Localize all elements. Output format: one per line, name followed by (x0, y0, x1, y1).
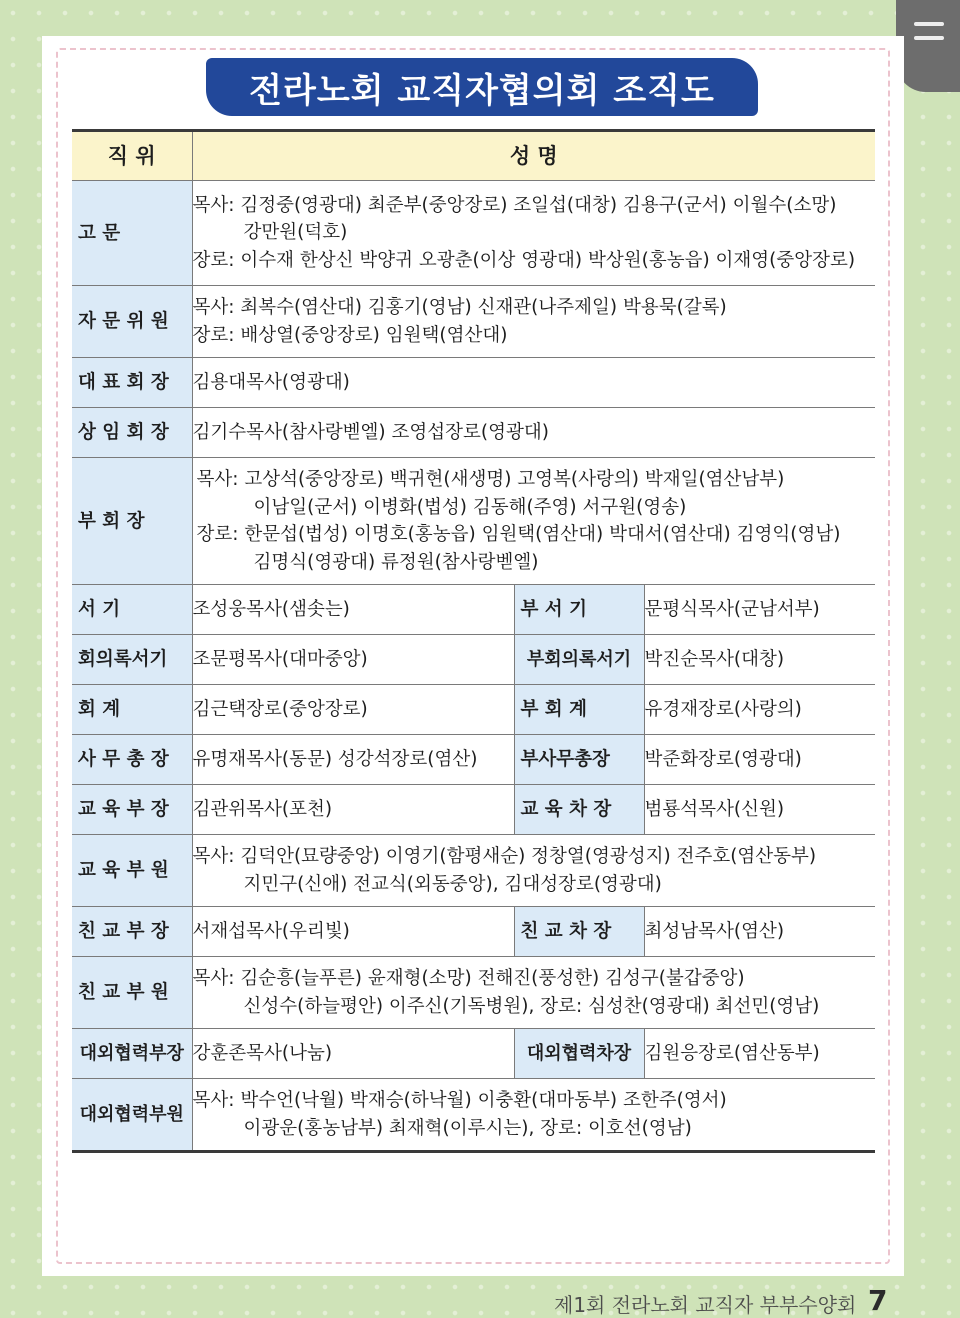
table-row (72, 957, 875, 1029)
names-value: 김원응장로(염산동부) (644, 1029, 875, 1079)
table-row (72, 907, 875, 957)
title-banner (206, 58, 758, 116)
position-label: 교 육 부 원 (78, 860, 169, 881)
table-row (72, 785, 875, 835)
names-value: 조문평목사(대마중앙) (192, 635, 514, 685)
table-row (72, 1079, 875, 1152)
names-value: 강훈존목사(나눔) (192, 1029, 514, 1079)
position-label: 대외협력부원 (79, 1104, 184, 1125)
names-value: 박진순목사(대창) (644, 635, 875, 685)
position-label: 대외협력차장 (526, 1043, 632, 1064)
menu-icon-line (914, 36, 944, 40)
table-row (72, 358, 875, 408)
position-label: 친 교 부 원 (78, 982, 169, 1003)
names-line: 목사: 김정중(영광대) 최준부(중앙장로) 조일섭(대창) 김용구(군서) 이월수(소망) (192, 194, 837, 216)
names-line: 장로: 한문섭(법성) 이명호(홍농읍) 임원택(염산대) 박대서(염산대) 김영익(영남) (196, 524, 841, 545)
names-value: 김기수목사(참사랑벧엘) 조영섭장로(영광대) (192, 408, 875, 458)
menu-tab[interactable] (896, 0, 960, 92)
position-label: 교 육 차 장 (520, 799, 612, 820)
names-value: 김근택장로(중앙장로) (192, 685, 514, 735)
table-row (72, 685, 875, 735)
names-value: 범룡석목사(신원) (644, 785, 875, 835)
menu-icon-line (914, 22, 944, 26)
names-value: 유경재장로(사랑의) (644, 685, 875, 735)
names-line: 이남일(군서) 이병화(법성) 김동해(주영) 서구원(영송) (253, 496, 687, 518)
position-label: 회의록서기 (78, 649, 168, 670)
names-value: 문평식목사(군남서부) (644, 585, 875, 635)
page-title: 전라노회 교직자협의회 조직도 (249, 70, 715, 111)
names-line: 강만원(덕호) (243, 222, 348, 244)
header-names: 성 명 (192, 131, 875, 181)
names-line: 목사: 고상석(중앙장로) 백귀현(새생명) 고영복(사랑의) 박재일(염산남부) (196, 469, 785, 490)
names-line: 목사: 김덕안(묘량중앙) 이영기(함평새순) 정창열(영광성지) 전주호(염산동부) (192, 846, 817, 867)
header-position: 직 위 (72, 131, 192, 181)
names-line: 목사: 김순흥(늘푸른) 윤재형(소망) 전해진(풍성한) 김성구(불갑중앙) (192, 968, 745, 989)
position-label: 대외협력부장 (79, 1043, 184, 1064)
position-label: 회 계 (78, 699, 121, 720)
position-label: 부사무총장 (520, 749, 610, 770)
position-label: 부 서 기 (520, 599, 587, 620)
table-row (72, 1029, 875, 1079)
names-value: 서재섭목사(우리빛) (192, 907, 514, 957)
names-value: 최성남목사(염산) (644, 907, 875, 957)
names-value: 유명재목사(동문) 성강석장로(염산) (192, 735, 514, 785)
table-row (72, 181, 875, 286)
names-line: 지민구(신애) 전교식(외동중앙), 김대성장로(영광대) (243, 873, 662, 895)
names-value: 조성웅목사(샘솟는) (192, 585, 514, 635)
position-label: 서 기 (78, 599, 121, 620)
position-label: 부회의록서기 (526, 649, 632, 670)
names-line: 목사: 박수언(낙월) 박재승(하낙월) 이충환(대마동부) 조한주(영서) (192, 1090, 727, 1111)
page-number: 7 (868, 1284, 888, 1317)
table-row (72, 835, 875, 907)
names-value: 김용대목사(영광대) (192, 358, 875, 408)
names-line: 목사: 최복수(염산대) 김홍기(영남) 신재관(나주제일) 박용묵(갈록) (192, 297, 727, 318)
names-line: 장로: 이수재 한상신 박양귀 오광춘(이상 영광대) 박상원(홍농읍) 이재영(중앙장로) (192, 249, 856, 271)
position-label: 부 회 계 (520, 699, 587, 720)
names-line: 장로: 배상열(중앙장로) 임원택(염산대) (192, 324, 508, 346)
names-value: 김관위목사(포천) (192, 785, 514, 835)
position-label: 사 무 총 장 (78, 749, 169, 770)
names-line: 신성수(하늘평안) 이주신(기독병원), 장로: 심성찬(영광대) 최선민(영남) (243, 995, 820, 1017)
position-label: 자 문 위 원 (78, 311, 169, 332)
position-label: 친 교 차 장 (520, 921, 612, 942)
position-label: 교 육 부 장 (78, 799, 169, 820)
footer-text: 제1회 전라노회 교직자 부부수양회 (554, 1293, 857, 1317)
table-row (72, 635, 875, 685)
position-label: 부 회 장 (78, 510, 145, 532)
names-line: 김명식(영광대) 류정원(참사랑벧엘) (253, 551, 539, 573)
position-label: 친 교 부 장 (78, 921, 169, 942)
position-label: 대 표 회 장 (78, 372, 169, 393)
header-row (72, 131, 875, 181)
position-label: 상 임 회 장 (78, 422, 169, 443)
table-row (72, 286, 875, 358)
table-row (72, 585, 875, 635)
names-value: 박준화장로(영광대) (644, 735, 875, 785)
position-label: 고 문 (78, 222, 121, 244)
table-row (72, 458, 875, 585)
table-row (72, 408, 875, 458)
org-table (72, 129, 875, 1153)
table-row (72, 735, 875, 785)
names-line: 이광운(홍농남부) 최재혁(이루시는), 장로: 이호선(영남) (243, 1117, 692, 1139)
